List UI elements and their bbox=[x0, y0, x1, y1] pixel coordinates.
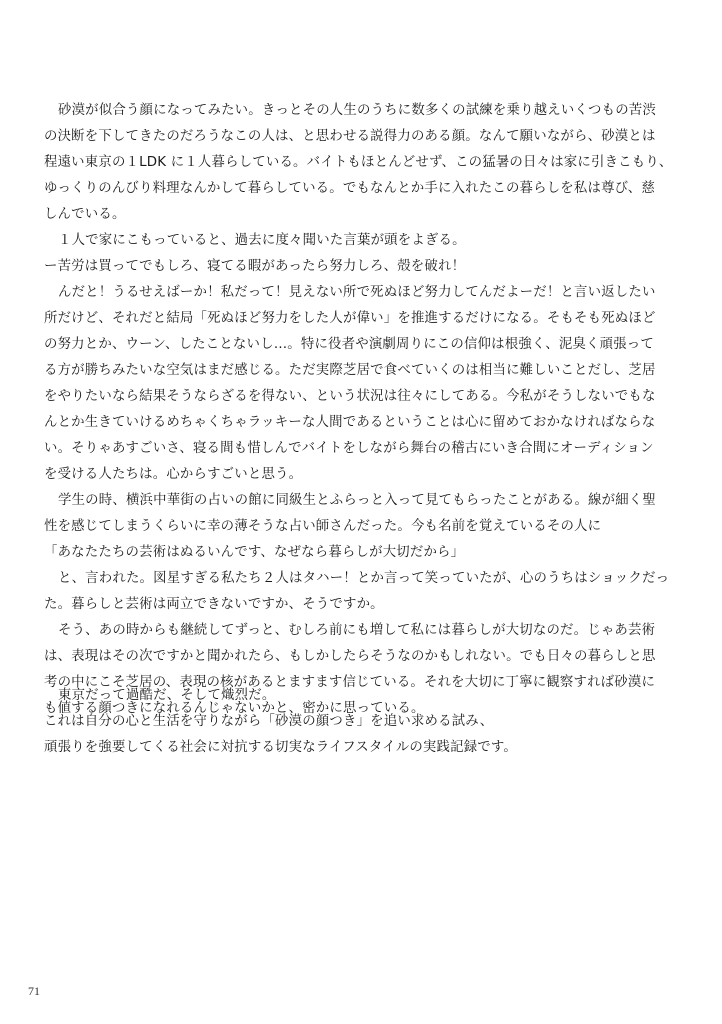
paragraph-line: を受ける人たちは。心からすごいと思う。 bbox=[44, 467, 303, 482]
page-number: 71 bbox=[28, 984, 40, 998]
paragraph-line: の努力とか、ウーン、したことないし…。特に役者や演劇周りにこの信仰は根強く、泥臭く頑張って bbox=[44, 337, 654, 352]
paragraph-line: も値する顔つきになれるんじゃないかと、密かに思っている。 bbox=[44, 701, 425, 716]
paragraph-line: 砂漠が似合う顔になってみたい。きっとその人生のうちに数多くの試練を乗り越えいくつもの苦渋 bbox=[58, 103, 656, 118]
closing-text bbox=[44, 683, 684, 761]
paragraph-line: をやりたいなら結果そうならざるを得ない、という状況は往々にしてある。今私がそうしないでもな bbox=[44, 389, 656, 404]
closing-line: これは自分の心と生活を守りながら「砂漠の顔つき」を追い求める試み、 bbox=[44, 714, 494, 729]
closing-line: 東京だって過酷だ、そして熾烈だ。 bbox=[58, 688, 276, 703]
paragraph-line: 考の中にこそ芝居の、表現の核があるとますます信じている。それを大切に丁寧に観察すれば砂漠に bbox=[44, 675, 656, 690]
paragraph-line: い。そりゃあすごいさ、寝る間も惜しんでバイトをしながら舞台の稽古にいき合間にオーディション bbox=[44, 441, 654, 456]
paragraph-line: と、言われた。図星すぎる私たち２人はタハー！とか言って笑っていたが、心のうちはショックだっ bbox=[58, 571, 670, 586]
paragraph-line: ゆっくりのんびり料理なんかして暮らしている。でもなんとか手に入れたこの暮らしを私は尊び、慈 bbox=[44, 181, 655, 196]
paragraph-line: しんでいる。 bbox=[44, 207, 126, 222]
paragraph-line: 学生の時、横浜中華街の占いの館に同級生とふらっと入って見てもらったことがある。線が細く聖 bbox=[58, 493, 656, 508]
closing-line: 頑張りを強要してくる社会に対抗する切実なライフスタイルの実践記録です。 bbox=[44, 740, 517, 755]
paragraph-line: る方が勝ちみたいな空気はまだ感じる。ただ実際芝居で食べていくのは相当に難しいことだし、芝居 bbox=[44, 363, 656, 378]
paragraph-line: 所だけど、それだと結局「死ぬほど努力をした人が偉い」を推進するだけになる。そもそも死ぬほど bbox=[44, 311, 656, 326]
paragraph-line: 「あなたたちの芸術はぬるいんです、なぜなら暮らしが大切だから」 bbox=[44, 545, 465, 560]
paragraph-line: １人で家にこもっていると、過去に度々聞いた言葉が頭をよぎる。 bbox=[58, 233, 466, 248]
body-text bbox=[44, 98, 684, 722]
paragraph-line: 程遠い東京の１LDK に１人暮らしている。バイトもほとんどせず、この猛暑の日々は家に引きこもり、 bbox=[44, 155, 673, 170]
paragraph-line: た。暮らしと芸術は両立できないですか、そうですか。 bbox=[44, 597, 384, 612]
paragraph-line: んだと！うるせえばーか！私だって！見えない所で死ぬほど努力してんだよーだ！と言い返したい bbox=[58, 285, 656, 300]
paragraph-line: 性を感じてしまうくらいに幸の薄そうな占い師さんだった。今も名前を覚えているその人に bbox=[44, 519, 602, 534]
paragraph-line: そう、あの時からも継続してずっと、むしろ前にも増して私には暮らしが大切なのだ。じゃあ芸術 bbox=[58, 623, 656, 638]
paragraph-line: ー苦労は買ってでもしろ、寝てる暇があったら努力しろ、殻を破れ！ bbox=[44, 259, 466, 274]
paragraph-line: の決断を下してきたのだろうなこの人は、と思わせる説得力のある顔。なんて願いながら、砂漠とは bbox=[44, 129, 656, 144]
paragraph-line: んとか生きていけるめちゃくちゃラッキーな人間であるということは心に留めておかなければならな bbox=[44, 415, 656, 430]
paragraph-line: は、表現はその次ですかと聞かれたら、もしかしたらそうなのかもしれない。でも日々の暮らしと思 bbox=[44, 649, 656, 664]
